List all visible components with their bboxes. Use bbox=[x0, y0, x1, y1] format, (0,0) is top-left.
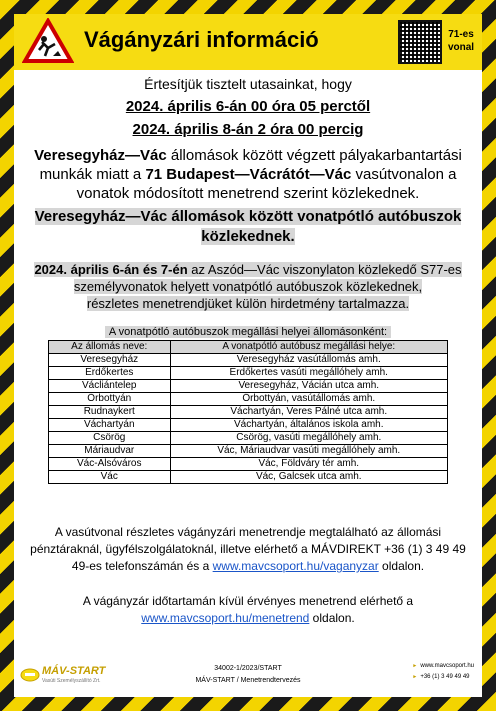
department: MÁV-START / Menetrendtervezés bbox=[195, 677, 301, 684]
stop-cell: Váchartyán, Veres Pálné utca amh. bbox=[170, 406, 447, 419]
contact-info bbox=[412, 661, 474, 683]
table-row bbox=[49, 380, 448, 393]
table-row bbox=[49, 445, 448, 458]
stop-cell: Vác, Máriaudvar vasúti megállóhely amh. bbox=[170, 445, 447, 458]
main-content bbox=[24, 76, 472, 627]
stops-table bbox=[48, 340, 448, 484]
s77-text-1: az Aszód—Vác viszonylaton közlekedő S77-es személyvonatok helyett vonatpótló autóbuszok közlekednek, bbox=[73, 262, 462, 294]
table-row bbox=[49, 393, 448, 406]
regular-timetable-info bbox=[24, 593, 472, 627]
section-name: Veresegyház—Vác bbox=[34, 147, 167, 164]
header-bar bbox=[14, 14, 482, 70]
table-row bbox=[49, 406, 448, 419]
s77-text-2: részletes menetrendjüket külön hirdetmény tartalmazza. bbox=[86, 296, 410, 311]
station-cell: Csörög bbox=[49, 432, 171, 445]
page-title: Vágányzári információ bbox=[84, 27, 319, 52]
stop-cell: Vác, Galcsek utca amh. bbox=[170, 471, 447, 484]
table-title: A vonatpótló autóbuszok megállási helyei állomásonként: bbox=[105, 326, 391, 338]
intro-text: Értesítjük tisztelt utasainkat, hogy bbox=[144, 76, 352, 92]
main-text-1: állomások között végzett pályakarbantartási munkák miatt a bbox=[39, 147, 462, 183]
station-cell: Rudnaykert bbox=[49, 406, 171, 419]
station-cell: Máriaudvar bbox=[49, 445, 171, 458]
footer bbox=[14, 655, 482, 697]
train-logo-icon bbox=[20, 665, 40, 685]
s77-notice bbox=[24, 261, 472, 312]
qr-code-icon[interactable] bbox=[398, 20, 442, 64]
station-cell: Václiántelep bbox=[49, 380, 171, 393]
timetable-info-text: A vasútvonal részletes vágányzári menetrendje megtalálható az állomási pénztáraknál, ügyfélszolgálatoknál, illetve elérhető a MÁVDIREKT +36 (1) 3 49 49 49-es telefonszámán és a bbox=[30, 525, 466, 573]
main-text-2: vasútvonalon a vonatok módosított menetrend szerint közlekednek. bbox=[76, 166, 457, 202]
roadwork-warning-icon bbox=[22, 18, 74, 64]
table-row bbox=[49, 471, 448, 484]
notice-body bbox=[14, 14, 482, 697]
table-row bbox=[49, 354, 448, 367]
stop-cell: Veresegyház, Vácián utca amh. bbox=[170, 380, 447, 393]
stop-cell: Vác, Földváry tér amh. bbox=[170, 458, 447, 471]
station-cell: Erdőkertes bbox=[49, 367, 171, 380]
contact-phone: ► +36 (1) 3 49 49 49 bbox=[412, 672, 474, 683]
stop-cell: Váchartyán, általános iskola amh. bbox=[170, 419, 447, 432]
reference-number: 34002-1/2023/START bbox=[214, 665, 282, 672]
menetrend-link[interactable]: www.mavcsoport.hu/menetrend bbox=[141, 611, 310, 625]
station-cell: Őrbottyán bbox=[49, 393, 171, 406]
stop-cell: Csörög, vasúti megállóhely amh. bbox=[170, 432, 447, 445]
line-name: 71 Budapest—Vácrátót—Vác bbox=[145, 166, 352, 183]
table-row bbox=[49, 419, 448, 432]
main-announcement bbox=[24, 146, 472, 203]
table-row bbox=[49, 432, 448, 445]
line-label: 71-es vonal bbox=[447, 29, 475, 53]
table-header-row bbox=[49, 341, 448, 354]
timetable-info bbox=[24, 524, 472, 575]
stop-cell: Őrbottyán, vasútállomás amh. bbox=[170, 393, 447, 406]
s77-date: 2024. április 6-án és 7-én bbox=[34, 262, 188, 277]
date-to: 2024. április 8-án 2 óra 00 percig bbox=[132, 121, 364, 138]
vaganyzar-link[interactable]: www.mavcsoport.hu/vaganyzar bbox=[212, 559, 379, 573]
mav-start-logo bbox=[20, 663, 110, 691]
logo-text: MÁV-START bbox=[42, 665, 106, 677]
station-cell: Váchartyán bbox=[49, 419, 171, 432]
column-header-station: Az állomás neve: bbox=[49, 341, 171, 354]
table-row bbox=[49, 458, 448, 471]
table-row bbox=[49, 367, 448, 380]
station-cell: Vác bbox=[49, 471, 171, 484]
date-from: 2024. április 6-án 00 óra 05 perctől bbox=[125, 98, 371, 115]
station-cell: Veresegyház bbox=[49, 354, 171, 367]
stop-cell: Erdőkertes vasúti megállóhely amh. bbox=[170, 367, 447, 380]
logo-subtext: Vasúti Személyszállító Zrt. bbox=[42, 678, 101, 684]
regular-timetable-suffix: oldalon. bbox=[309, 611, 355, 625]
column-header-stop: A vonatpótló autóbusz megállási helye: bbox=[170, 341, 447, 354]
stop-cell: Veresegyház vasútállomás amh. bbox=[170, 354, 447, 367]
bus-replacement-highlight: Veresegyház—Vác állomások között vonatpótló autóbuszok közlekednek. bbox=[34, 208, 462, 245]
regular-timetable-text: A vágányzár időtartamán kívül érvényes menetrend elérhető a bbox=[82, 594, 414, 608]
contact-web: ► www.mavcsoport.hu bbox=[412, 661, 474, 672]
document-code bbox=[164, 663, 332, 687]
timetable-info-suffix: oldalon. bbox=[378, 559, 425, 573]
station-cell: Vác-Alsóváros bbox=[49, 458, 171, 471]
